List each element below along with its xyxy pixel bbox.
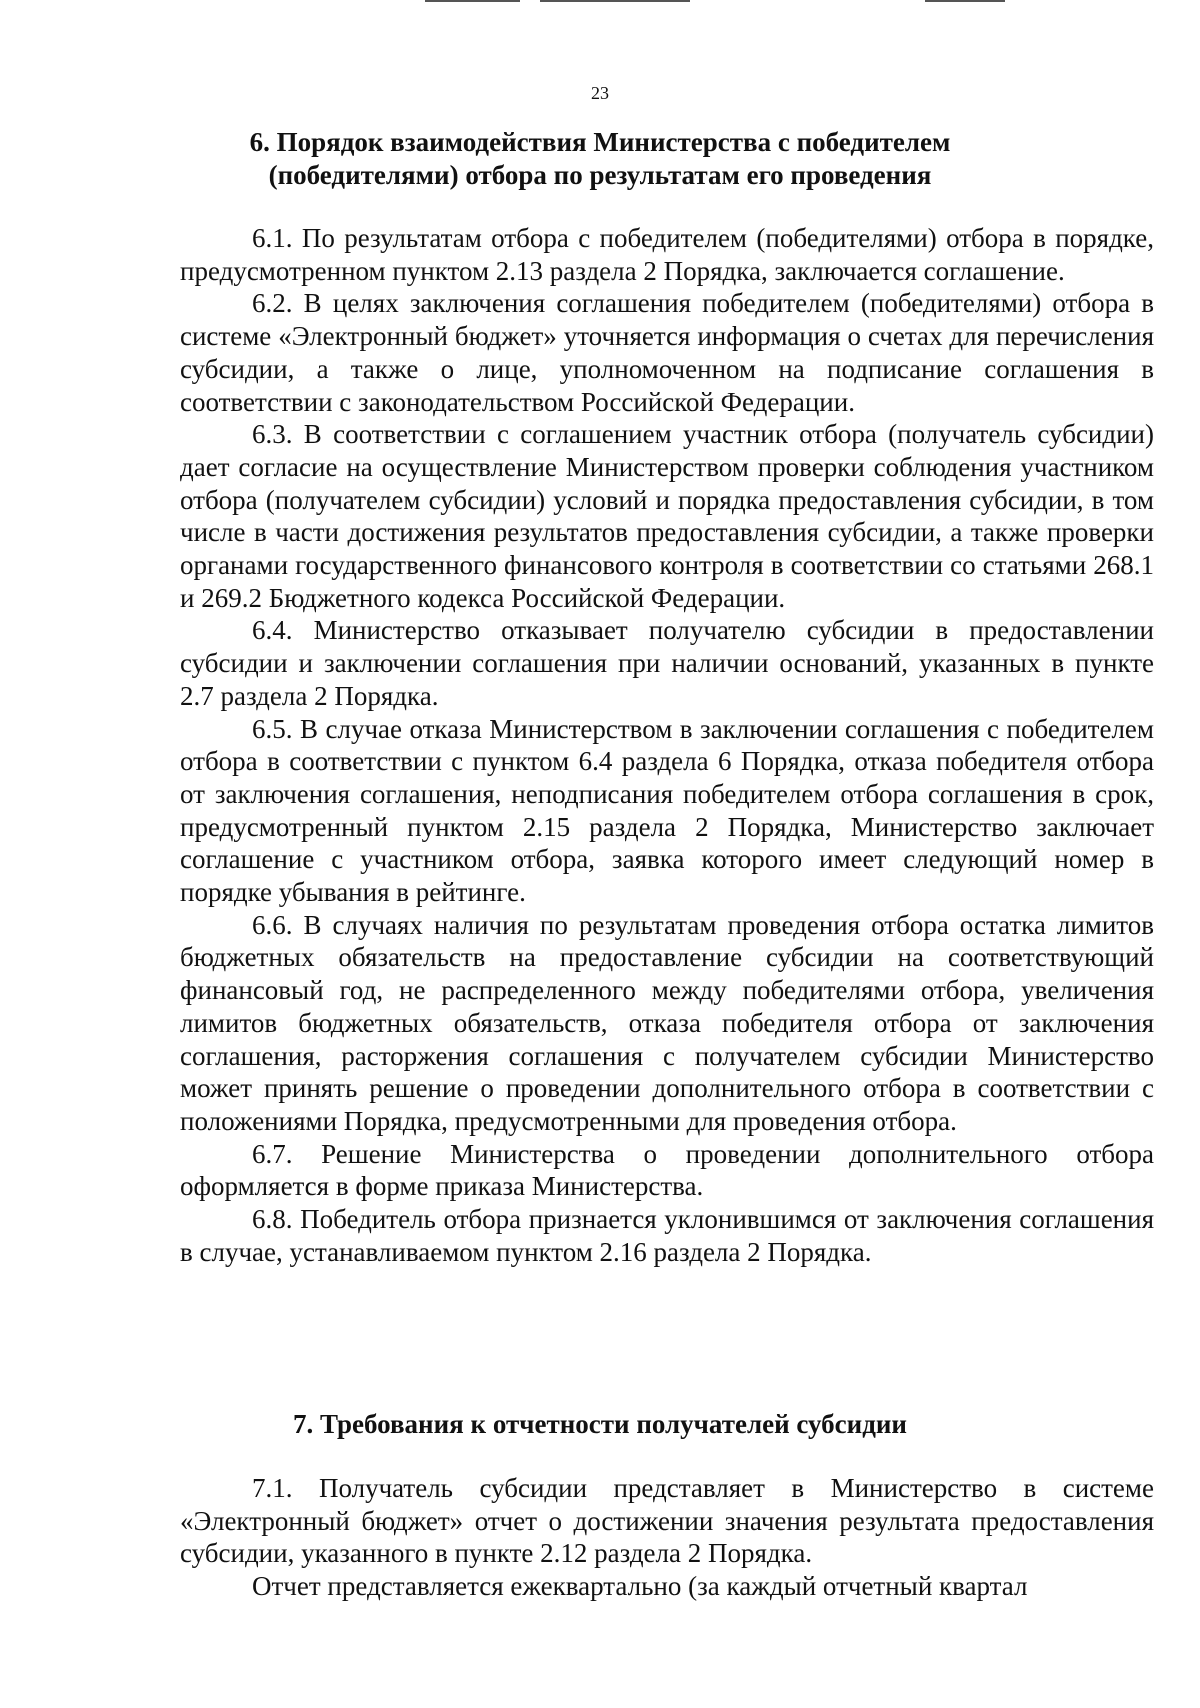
page-number: 23 — [591, 83, 609, 103]
section-6-heading-line-2: (победителями) отбора по результатам его проведения — [268, 160, 932, 190]
paragraph-6-4: 6.4. Министерство отказывает получателю субсидии в предоставлении субсидии и заключении соглашения при наличии оснований, указанных в пункте 2.7 раздела 2 Порядка. — [180, 615, 1154, 711]
section-7-body — [180, 1472, 1154, 1603]
scan-edge-line — [540, 0, 690, 2]
paragraph-6-8: 6.8. Победитель отбора признается уклонившимся от заключения соглашения в случае, устанавливаемом пунктом 2.16 раздела 2 Порядка. — [180, 1204, 1154, 1267]
paragraph-6-6: 6.6. В случаях наличия по результатам проведения отбора остатка лимитов бюджетных обязательств на предоставление субсидии на соответствующий финансовый год, не распределенного между победителями отбора, увеличения лимитов бюджетных обязательств, отказа победителя отбора от заключения соглашения, расторжения соглашения с получателем субсидии Министерство может принять решение о проведении дополнительного отбора в соответствии с положениями Порядка, предусмотренными для проведения отбора. — [180, 909, 1154, 1136]
section-6-body — [180, 222, 1154, 1269]
section-6-heading-line-1: 6. Порядок взаимодействия Министерства с победителем — [249, 127, 951, 157]
paragraph-6-1: 6.1. По результатам отбора с победителем (победителями) отбора в порядке, предусмотренном пунктом 2.13 раздела 2 Порядка, заключается соглашение. — [180, 223, 1154, 286]
paragraph-6-5: 6.5. В случае отказа Министерством в заключении соглашения с победителем отбора в соответствии с пунктом 6.4 раздела 6 Порядка, отказа победителя отбора от заключения соглашения, неподписания победителем отбора соглашения в срок, предусмотренный пунктом 2.15 раздела 2 Порядка, Министерство заключает соглашение с участником отбора, заявка которого имеет следующий номер в порядке убывания в рейтинге. — [180, 713, 1154, 908]
section-7-heading: 7. Требования к отчетности получателей субсидии — [293, 1409, 907, 1439]
paragraph-7-1: 7.1. Получатель субсидии представляет в Министерство в системе «Электронный бюджет» отчет о достижении значения результата предоставления субсидии, указанного в пункте 2.12 раздела 2 Порядка. — [180, 1473, 1154, 1569]
paragraph-6-2: 6.2. В целях заключения соглашения победителем (победителями) отбора в системе «Электронный бюджет» уточняется информация о счетах для перечисления субсидии, а также о лице, уполномоченном на подписание соглашения в соответствии с законодательством Российской Федерации. — [180, 288, 1154, 417]
paragraph-6-7: 6.7. Решение Министерства о проведении дополнительного отбора оформляется в форме приказа Министерства. — [180, 1138, 1154, 1202]
paragraph-7-report: Отчет представляется ежеквартально (за каждый отчетный квартал — [252, 1571, 1028, 1602]
paragraph-6-3: 6.3. В соответствии с соглашением участник отбора (получатель субсидии) дает согласие на осуществление Министерством проверки соблюдения участником отбора (получателем субсидии) условий и порядка предоставления субсидии, в том числе в части достижения результатов предоставления субсидии, а также проверки органами государственного финансового контроля в соответствии со статьями 268.1 и 269.2 Бюджетного кодекса Российской Федерации. — [180, 419, 1154, 613]
scan-edge-line — [925, 0, 1005, 2]
section-6-heading — [180, 126, 1020, 192]
scan-edge-line — [425, 0, 520, 2]
